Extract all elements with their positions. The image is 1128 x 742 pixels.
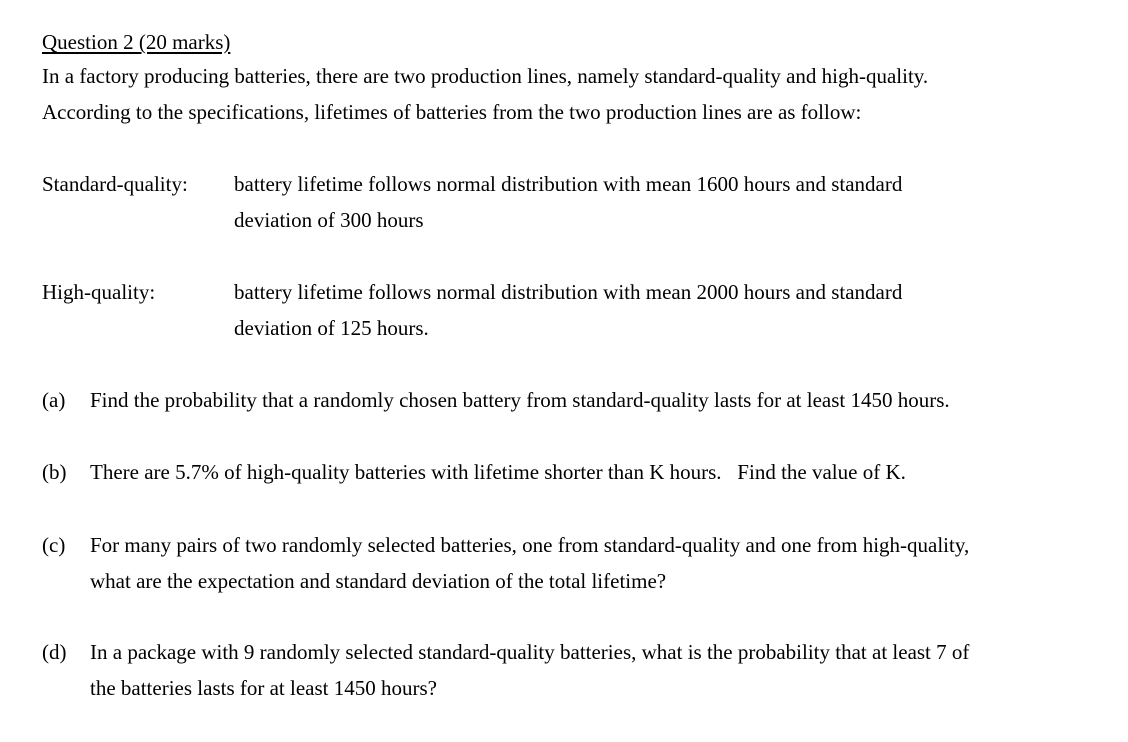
part-text [90,634,1110,706]
spec-label: Standard-quality: [42,172,188,196]
part-line: Find the probability that a randomly chosen battery from standard-quality lasts for at least 1450 hours. [90,388,950,412]
part-marker: (d) [42,640,67,664]
spec-description [234,166,1034,238]
intro-line: According to the specifications, lifetimes of batteries from the two production lines are as follow: [42,100,862,124]
spec-description [234,274,1034,346]
part-text [90,454,1110,490]
part-line: There are 5.7% of high-quality batteries with lifetime shorter than K hours. Find the value of K. [90,460,906,484]
part-line: what are the expectation and standard deviation of the total lifetime? [90,569,667,593]
part-marker: (a) [42,388,66,412]
spec-line: battery lifetime follows normal distribution with mean 1600 hours and standard [234,172,903,196]
part-marker: (c) [42,533,66,557]
part-text [90,527,1110,599]
part-line: In a package with 9 randomly selected standard-quality batteries, what is the probability that at least 7 of [90,640,970,664]
spec-line: deviation of 125 hours. [234,316,429,340]
part-line: For many pairs of two randomly selected batteries, one from standard-quality and one from high-quality, [90,533,970,557]
part-text [90,382,1110,418]
spec-label: High-quality: [42,280,156,304]
intro-line: In a factory producing batteries, there are two production lines, namely standard-quality and high-quality. [42,64,929,88]
spec-line: deviation of 300 hours [234,208,424,232]
part-line: the batteries lasts for at least 1450 hours? [90,676,437,700]
spec-line: battery lifetime follows normal distribution with mean 2000 hours and standard [234,280,903,304]
question-title: Question 2 (20 marks) [42,30,231,54]
part-marker: (b) [42,460,67,484]
question-intro [42,58,1102,130]
